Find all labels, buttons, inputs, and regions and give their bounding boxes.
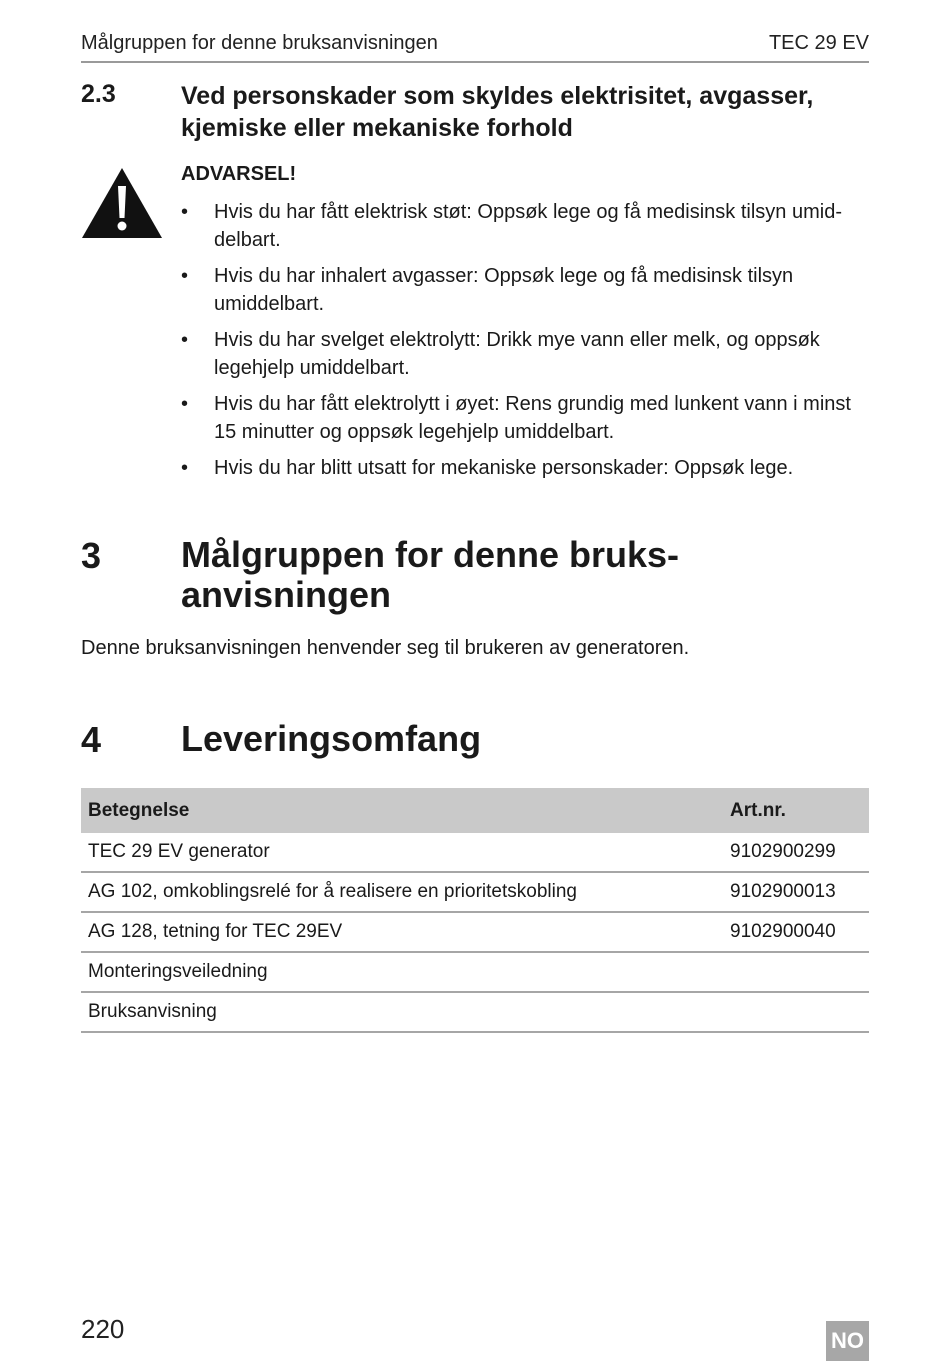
warning-triangle-icon	[80, 166, 164, 240]
table-row	[81, 952, 869, 992]
table-cell: TEC 29 EV generator	[81, 833, 723, 872]
table-cell: AG 128, tetning for TEC 29EV	[81, 912, 723, 952]
column-header-article-number: Art.nr.	[723, 788, 869, 833]
list-item	[181, 326, 876, 382]
table-cell: 9102900013	[723, 872, 869, 912]
page-number: 220	[81, 1314, 125, 1344]
column-header-designation: Betegnelse	[81, 788, 723, 833]
warning-list	[181, 198, 876, 490]
list-item	[181, 454, 876, 482]
running-header	[81, 30, 869, 63]
list-item-text: Hvis du har blitt utsatt for mekaniske personskader: Oppsøk lege.	[214, 457, 794, 479]
chapter-title: Leveringsomfang	[181, 718, 482, 759]
list-item-text: Hvis du har svelget elektrolytt: Drikk mye vann eller melk, og oppsøk legehjelp umiddelbart.	[214, 329, 820, 379]
list-item	[181, 262, 876, 318]
section-number: 2.3	[81, 80, 116, 108]
table-cell	[723, 952, 869, 992]
chapter-title: Målgruppen for denne bruks-anvisningen	[181, 534, 680, 615]
table-header-row	[81, 788, 869, 833]
header-chapter-title: Målgruppen for denne bruksanvisningen	[81, 32, 438, 54]
table-cell	[723, 992, 869, 1032]
chapter-number: 3	[81, 535, 102, 576]
table-cell: AG 102, omkoblingsrelé for å realisere en prioritetskobling	[81, 872, 723, 912]
list-item	[181, 198, 876, 254]
chapter-number: 4	[81, 719, 102, 760]
list-item-text: Hvis du har inhalert avgasser: Oppsøk lege og få medisinsk tilsyn umiddelbart.	[214, 265, 794, 315]
bullet-icon: •	[181, 457, 189, 479]
table-row	[81, 992, 869, 1032]
table-cell: 9102900299	[723, 833, 869, 872]
table-cell: Bruksanvisning	[81, 992, 723, 1032]
bullet-icon: •	[181, 265, 189, 287]
table-row	[81, 912, 869, 952]
delivery-scope-table	[81, 788, 869, 1033]
bullet-icon: •	[181, 201, 189, 223]
header-product-name: TEC 29 EV	[768, 32, 869, 54]
warning-label: ADVARSEL!	[181, 163, 297, 185]
body-paragraph: Denne bruksanvisningen henvender seg til brukeren av generatoren.	[81, 637, 690, 659]
list-item	[181, 390, 876, 446]
language-badge: NO	[826, 1321, 869, 1361]
table-cell: 9102900040	[723, 912, 869, 952]
table-row	[81, 833, 869, 872]
bullet-icon: •	[181, 393, 189, 415]
list-item-text: Hvis du har fått elektrolytt i øyet: Rens grundig med lunkent vann i minst 15 minutter og oppsøk legehjelp umiddelbart.	[214, 393, 851, 443]
section-title: Ved personskader som skyldes elektrisitet, avgasser, kjemiske eller mekaniske forhold	[181, 82, 814, 142]
table-cell: Monteringsveiledning	[81, 952, 723, 992]
bullet-icon: •	[181, 329, 189, 351]
list-item-text: Hvis du har fått elektrisk støt: Oppsøk lege og få medisinsk tilsyn umid-delbart.	[214, 201, 842, 251]
table-row	[81, 872, 869, 912]
